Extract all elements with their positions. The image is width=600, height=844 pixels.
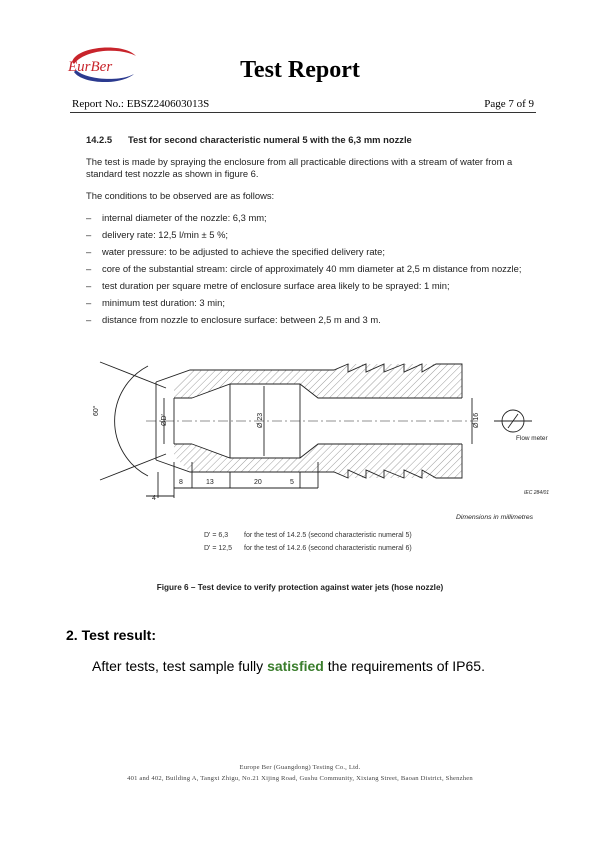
units-note: Dimensions in millimetres (456, 514, 534, 521)
conditions-list (86, 212, 546, 326)
flow-meter-label: Flow meter (516, 435, 548, 442)
section-intro: The test is made by spraying the enclosure from all practicable directions with a stream of water from a standard test nozzle as shown in figure 6. (86, 156, 513, 179)
note-text: for the test of 14.2.6 (second characteristic numeral 6) (244, 545, 412, 552)
list-item: – internal diameter of the nozzle: 6,3 mm; (86, 212, 546, 224)
logo-text: EurBer (68, 59, 113, 75)
section-title: Test for second characteristic numeral 5 with the 6,3 mm nozzle (128, 134, 412, 145)
nozzle-note (204, 532, 412, 539)
dimension-5: 5 (290, 479, 294, 486)
figure-caption: Figure 6 – Test device to verify protection against water jets (hose nozzle) (156, 583, 444, 592)
section-heading (86, 134, 546, 146)
list-item: – water pressure: to be adjusted to achieve the specified delivery rate; (86, 246, 546, 258)
angle-label: 60° (93, 405, 100, 416)
d-prime-label: ØD' (161, 414, 168, 426)
conditions-intro: The conditions to be observed are as follows: (86, 190, 275, 201)
footer-company: Europe Ber (Guangdong) Testing Co., Ltd. (239, 764, 361, 771)
result-text-after: the requirements of IP65. (323, 658, 485, 674)
report-number: Report No.: EBSZ240603013S (72, 98, 210, 110)
page-number: Page 7 of 9 (484, 98, 534, 110)
page-title: Test Report (240, 57, 360, 83)
d23-label: Ø 23 (257, 412, 264, 428)
dimension-20: 20 (254, 479, 262, 486)
note-text: for the test of 14.2.5 (second characteristic numeral 5) (244, 532, 412, 539)
dimension-4: 4 (152, 495, 156, 502)
note-key: D' = 6,3 (204, 532, 229, 539)
list-item: – delivery rate: 12,5 l/min ± 5 %; (86, 229, 546, 241)
footer-address: 401 and 402, Building A, Tangxi Zhigu, No.21 Xijing Road, Gushu Community, Xixiang Street, Baoan District, Shenzhen (127, 775, 473, 782)
test-result-heading: 2. Test result: (66, 627, 156, 643)
list-item: – distance from nozzle to enclosure surface: between 2,5 m and 3 m. (86, 314, 546, 326)
dimension-8: 8 (179, 479, 183, 486)
test-result-text (92, 658, 485, 674)
result-highlight: satisfied (267, 658, 324, 674)
list-item: – minimum test duration: 3 min; (86, 297, 546, 309)
iec-reference: IEC 284/01 (524, 490, 550, 496)
nozzle-note (204, 545, 412, 552)
standard-excerpt (86, 134, 546, 331)
d16-label: Ø 16 (473, 412, 480, 428)
hose-nozzle-drawing (86, 358, 566, 528)
list-item: – test duration per square metre of enclosure surface area likely to be sprayed: 1 min; (86, 280, 546, 292)
note-key: D' = 12,5 (204, 545, 232, 552)
section-number: 14.2.5 (86, 134, 113, 145)
result-text-before: After tests, test sample fully (92, 658, 268, 674)
list-item: – core of the substantial stream: circle of approximately 40 mm diameter at 2,5 m distance from nozzle; (86, 263, 546, 275)
dimension-13: 13 (206, 479, 214, 486)
header-divider (70, 112, 536, 113)
